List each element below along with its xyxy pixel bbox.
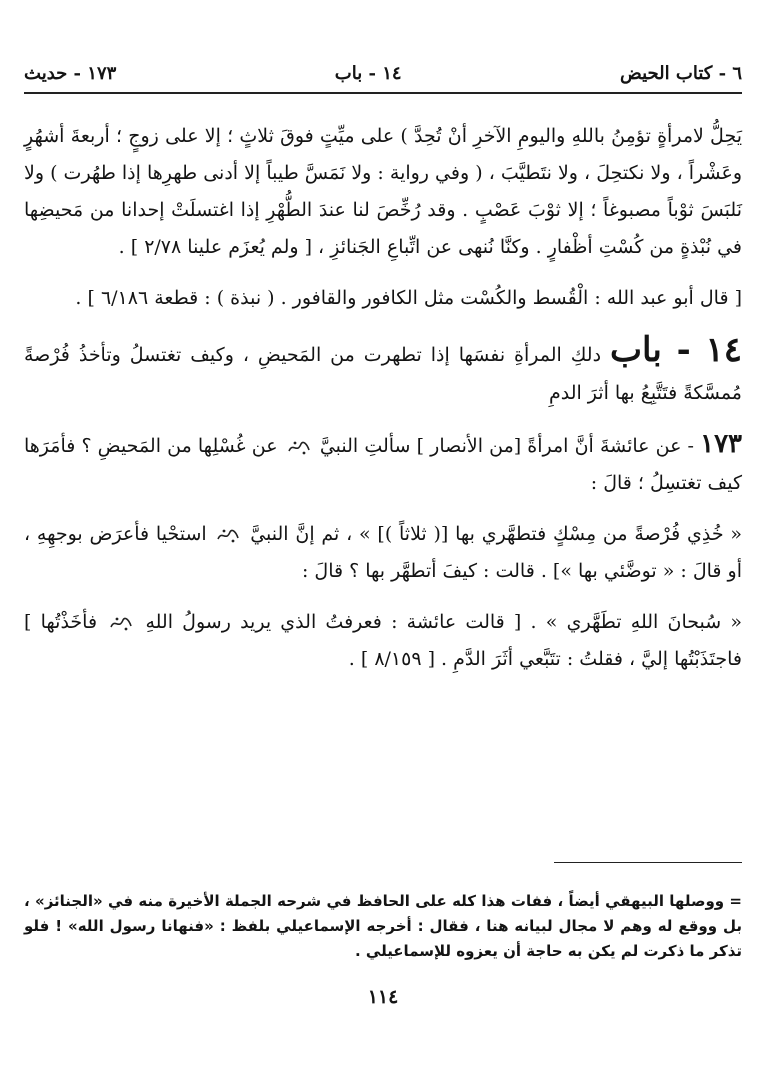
bukhari-commentary: [ قال أبو عبد الله : الْقُسط والكُسْت مثل الكافور والقافور . ( نبذة ) : قطعة ٦/١٨٦ ] .: [75, 287, 742, 309]
bab-heading: [24, 331, 742, 412]
bab-number: ١٤ - باب: [610, 330, 742, 370]
salla-allahu-alayhi-wasallam-icon: [287, 438, 311, 456]
hadith-173-quote-2: [24, 604, 742, 678]
page-header: [24, 58, 742, 88]
header-hadith: ١٧٣ - حديث: [24, 62, 117, 84]
hadith-text-part: - عن عائشةَ أنَّ امرأةً [من الأنصار ] سألتِ النبيَّ: [319, 435, 694, 457]
header-rule: [24, 92, 742, 94]
hadith-text-continued: يَحِلُّ لامرأةٍ تؤمِنُ باللهِ واليومِ الآخرِ أنْ تُحِدَّ ) على ميِّتٍ فوقَ ثلاثٍ ؛ إلا على زوجٍ ؛ أربعةَ أشهُرٍ وعَشْراً ، ولا نكتحِلَ ، ولا نتَطيَّبَ ، ( وفي رواية : ولا نَمَسَّ طيباً إلا أدنى طهرِها إذا طهُرت ) ولا نَلبَسَ ثوْباً مصبوغاً ؛ إلا ثوْبَ عَصْبٍ . وقد رُخِّصَ لنا عندَ الطُّهْرِ إذا اغتسلَتْ إحدانا من مَحيضِها في نُبْذةٍ من كُسْتِ أظْفارٍ . وكنَّا نُنهى عن اتِّباعِ الجَنائزِ ، [ ولم يُعزَم علينا ٢/٧٨ ] .: [24, 125, 742, 258]
footnote-rule: [554, 862, 742, 863]
salla-allahu-alayhi-wasallam-icon: [109, 614, 133, 632]
header-chapter: ٦ - كتاب الحيض: [620, 62, 742, 84]
bab-title-text: دلكِ المرأةِ نفسَها إذا تطهرت من المَحيضِ ، وكيف تغتسلُ وتأخذُ فُرْصةً مُمسَّكةً فتَتَّبِعُ بها أثرَ الدمِ: [24, 344, 742, 404]
document-page: [24, 0, 742, 1084]
hadith-173-opening: [24, 426, 742, 502]
hadith-text-part: فأخَذْتُها ] فاجتَذَبْتُها إليَّ ، فقلتُ : تتَبَّعي أثَرَ الدَّمِ . [ ٨/١٥٩ ] .: [24, 611, 742, 670]
hadith-173-quote-1: [24, 516, 742, 590]
main-text: [24, 118, 742, 678]
page-number: ١١٤: [367, 986, 399, 1008]
hadith-text-part: استحْيا فأعرَض بوجهِهِ ، أو قالَ : « توضَّئي بها »] . قالت : كيفَ أتطهَّر بها ؟ قالَ :: [24, 523, 742, 582]
salla-allahu-alayhi-wasallam-icon: [216, 526, 240, 544]
hadith-text-part: « سُبحانَ اللهِ تطَهَّري » . [ قالت عائشة : فعرفتُ الذي يريد رسولُ اللهِ: [145, 611, 742, 633]
hadith-text-part: « خُذِي فُرْصةً من مِسْكٍ فتطهَّري بها [( ثلاثاً )] » ، ثم إنَّ النبيَّ: [250, 523, 742, 545]
header-bab: ١٤ - باب: [334, 62, 402, 84]
hadith-number: ١٧٣: [700, 429, 743, 459]
hadith-text-part: عن غُسْلِها من المَحيضِ ؟ فأمَرَها كيف تغتسِلُ ؛ قالَ :: [24, 435, 742, 494]
footnote: = ووصلها البيهقي أيضاً ، ففات هذا كله على الحافظ في شرحه الجملة الأخيرة منه في «الجنائز» ، بل ووقع له وهم لا مجال لبيانه هنا ، فقال : أخرجه الإسماعيلي بلفظ : «فنهانا رسول الله» ! فلو تذكر ما ذكرت لم يكن به حاجة أن يعزوه للإسماعيلي .: [24, 892, 742, 960]
